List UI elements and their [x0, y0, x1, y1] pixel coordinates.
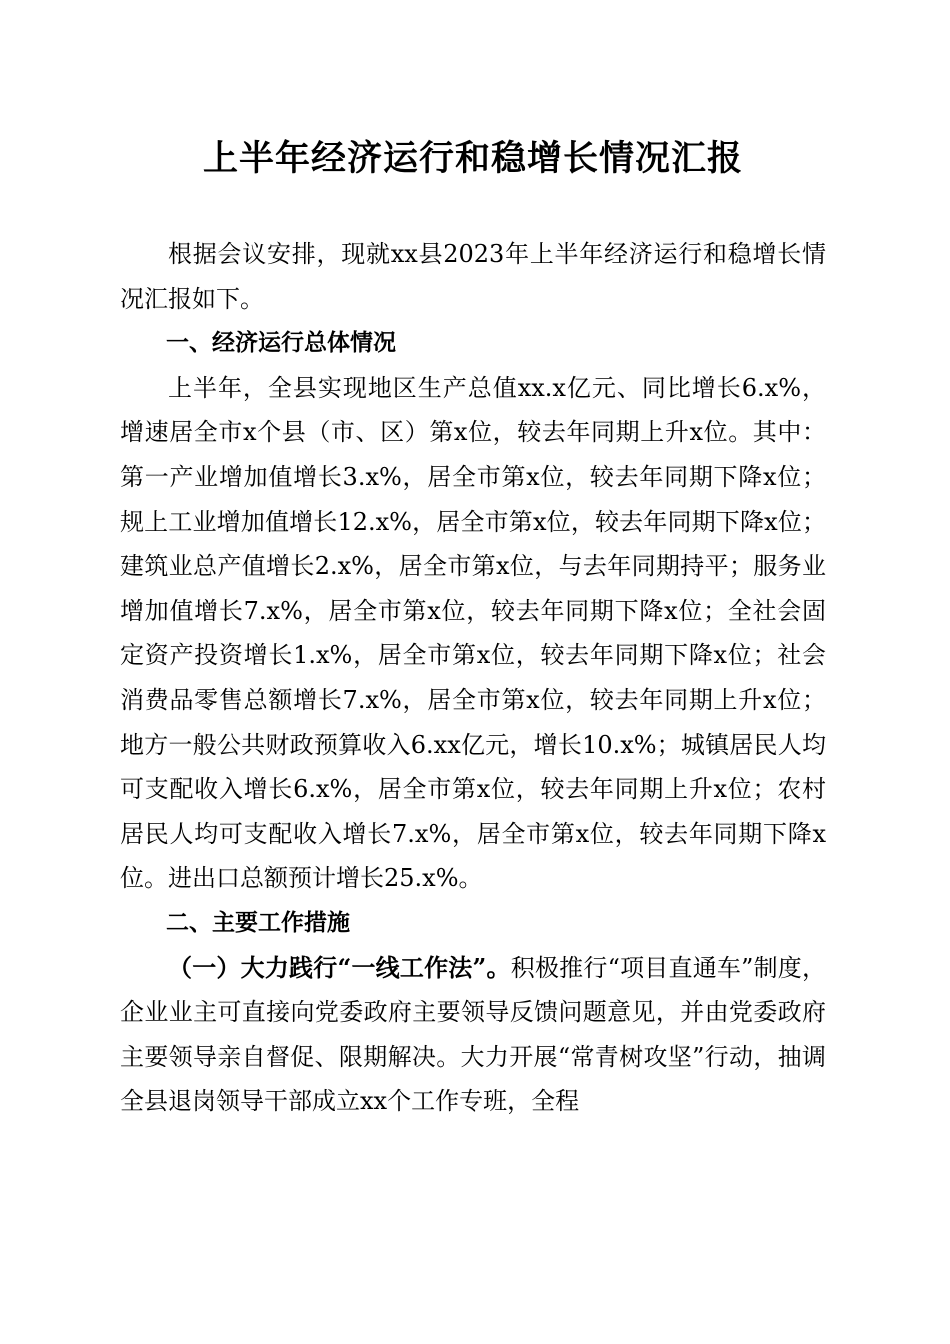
intro-paragraph: 根据会议安排，现就xx县2023年上半年经济运行和稳增长情况汇报如下。	[120, 240, 826, 313]
document-page	[120, 0, 826, 1344]
section-paragraph-measures	[120, 946, 826, 1124]
subsection-body-frontline: 积极推行“项目直通车”制度，企业业主可直接向党委政府主要领导反馈问题意见，并由党委政府主要领导亲自督促、限期解决。大力开展“常青树攻坚”行动，抽调全县退岗领导干部成立xx个工作专班，全程	[120, 953, 827, 1116]
section-heading-overall: 一、经济运行总体情况	[166, 330, 396, 357]
document-body	[120, 232, 826, 1124]
section-paragraph-overall: 上半年，全县实现地区生产总值xx.x亿元、同比增长6.x%，增速居全市x个县（市、区）第x位，较去年同期上升x位。其中：第一产业增加值增长3.x%，居全市第x位，较去年同期下降x位；规上工业增加值增长12.x%，居全市第x位，较去年同期下降x位；建筑业总产值增长2.x%，居全市第x位，与去年同期持平；服务业增加值增长7.x%，居全市第x位，较去年同期下降x位；全社会固定资产投资增长1.x%，居全市第x位，较去年同期下降x位；社会消费品零售总额增长7.x%，居全市第x位，较去年同期上升x位；地方一般公共财政预算收入6.xx亿元，增长10.x%；城镇居民人均可支配收入增长6.x%，居全市第x位，较去年同期上升x位；农村居民人均可支配收入增长7.x%，居全市第x位，较去年同期下降x位。进出口总额预计增长25.x%。	[120, 373, 826, 893]
section-heading-measures: 二、主要工作措施	[166, 909, 350, 936]
subsection-heading-frontline: （一）大力践行“一线工作法”。	[168, 952, 511, 982]
document-title: 上半年经济运行和稳增长情况汇报	[202, 138, 743, 179]
